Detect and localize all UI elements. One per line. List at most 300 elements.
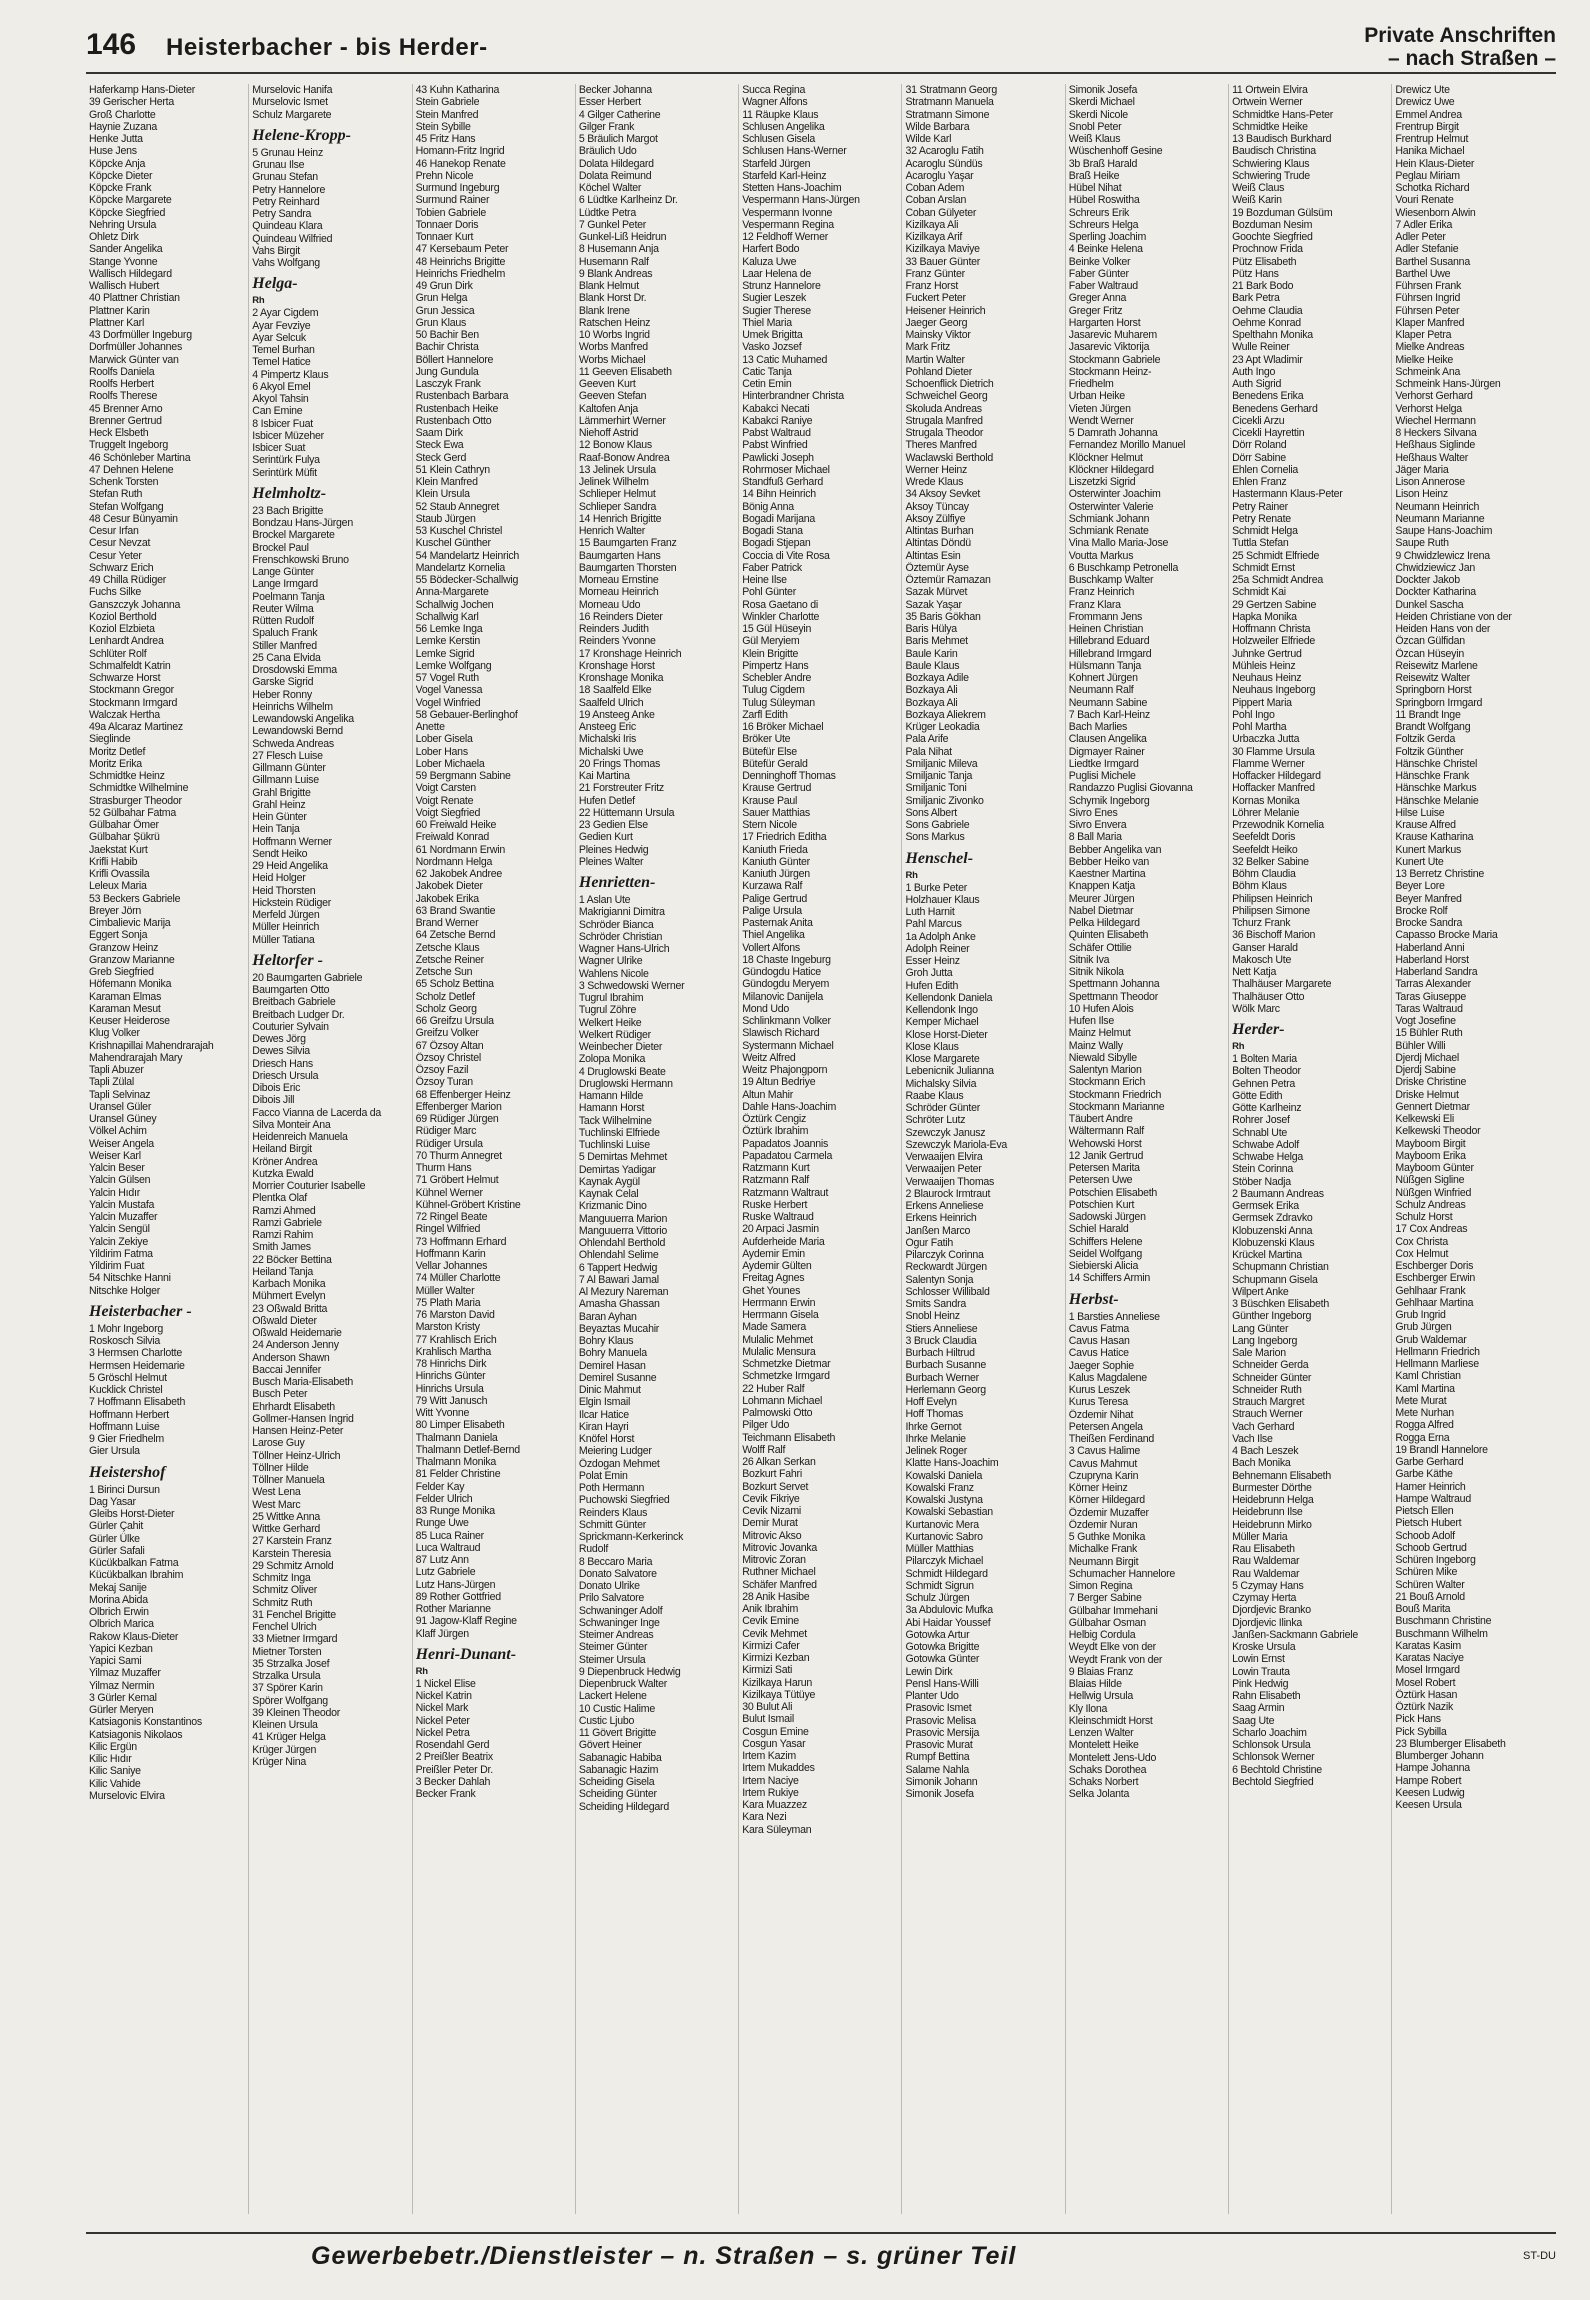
resident-entry: Buschmann Wilhelm [1395, 1627, 1488, 1640]
resident-entry: Lutz Gabriele [415, 1566, 476, 1579]
resident-entry: Steck Ewa [415, 439, 464, 452]
resident-entry: 5 Bräulich Margot [578, 133, 658, 145]
resident-entry: Schröder Bianca [578, 918, 654, 931]
resident-entry: Schlüter Rolf [89, 647, 147, 660]
resident-entry: Vasko Jozsef [742, 341, 802, 354]
resident-entry: Yalcin Hıdır [89, 1186, 140, 1199]
resident-entry: 7 Gunkel Peter [578, 218, 647, 231]
resident-entry: Busch Maria-Elisabeth [252, 1376, 354, 1388]
resident-entry: Krause Gertrud [742, 782, 812, 795]
resident-entry: 57 Vogel Ruth [415, 672, 479, 684]
resident-entry: Grun Helga [415, 292, 468, 305]
resident-entry: Pala Arife [905, 733, 949, 746]
resident-entry: Baudisch Christina [1232, 145, 1316, 158]
resident-entry: Schiffers Helene [1068, 1235, 1143, 1248]
resident-entry: Kutzka Ewald [252, 1167, 314, 1180]
resident-entry: Tuchlinski Elfriede [578, 1126, 660, 1139]
resident-entry: Franz Günter [905, 267, 965, 280]
resident-entry: Serintürk Fulya [252, 454, 320, 467]
resident-entry: Theißen Ferdinand [1068, 1433, 1155, 1445]
resident-entry: Knöfel Horst [578, 1433, 635, 1445]
resident-entry: Petry Reinhard [252, 195, 320, 208]
resident-entry: Köpcke Dieter [89, 169, 153, 182]
resident-entry: Temel Burhan [252, 344, 315, 356]
street-subheading: Rh [1232, 1041, 1245, 1052]
resident-entry: Verwaaijen Elvira [905, 1151, 983, 1163]
resident-entry: Wagner Ulrike [578, 955, 643, 968]
resident-entry: Ogur Fatih [905, 1236, 954, 1249]
resident-entry: Heinen Christian [1068, 623, 1144, 635]
resident-entry: 53 Beckers Gabriele [89, 892, 181, 905]
resident-entry: Heinrichs Wilhelm [252, 700, 333, 713]
resident-entry: Tapli Abuzer [89, 1064, 144, 1076]
resident-entry: Manguuerra Marion [578, 1212, 668, 1225]
street-heading: Heltorfer - [252, 951, 323, 969]
resident-entry: Wilpert Anke [1232, 1285, 1289, 1298]
resident-entry: Bach Marlies [1068, 721, 1128, 733]
resident-entry: Steimer Günter [578, 1641, 648, 1654]
resident-entry: Schmidt Ernst [1232, 561, 1295, 574]
resident-entry: Burmester Dörthe [1232, 1481, 1312, 1494]
resident-entry: Schupmann Christian [1232, 1261, 1329, 1274]
resident-entry: 1 Aslan Ute [578, 894, 631, 906]
resident-entry: Vina Mallo Maria-Jose [1068, 537, 1169, 550]
resident-entry: Kaniuth Frieda [742, 843, 808, 856]
resident-entry: Yilmaz Nermin [89, 1679, 155, 1692]
resident-entry: Breitbach Gabriele [252, 996, 336, 1009]
resident-entry: Morneau Udo [578, 598, 641, 611]
resident-entry: Kaynak Aygül [578, 1175, 640, 1188]
resident-entry: Kröner Andrea [252, 1155, 318, 1168]
resident-entry: Stockmann Gabriele [1068, 353, 1161, 366]
resident-entry: Heidebrunn Mirko [1232, 1518, 1312, 1531]
resident-entry: Walczak Hertha [89, 708, 160, 721]
resident-entry: Cox Helmut [1395, 1247, 1449, 1260]
resident-entry: Schmidtke Heinz [89, 770, 165, 782]
resident-entry: Szewczyk Janusz [905, 1126, 986, 1139]
resident-entry: Öztemür Ramazan [905, 574, 991, 586]
resident-entry: Saag Ute [1232, 1714, 1275, 1727]
resident-entry: 49 Grun Dirk [415, 280, 473, 292]
resident-entry: Cox Christa [1395, 1235, 1448, 1248]
resident-entry: Marwick Günter van [89, 353, 179, 366]
resident-entry: Hoffmann Werner [252, 835, 332, 848]
resident-entry: Morina Abida [89, 1593, 148, 1606]
resident-entry: Murselovic Hanifa [252, 84, 333, 96]
resident-entry: Gürler Çahit [89, 1520, 144, 1533]
resident-entry: Stockmann Gregor [89, 684, 174, 697]
resident-entry: 62 Jakobek Andree [415, 868, 503, 880]
resident-entry: Poelmann Tanja [252, 590, 325, 603]
resident-entry: Gennert Dietmar [1395, 1100, 1470, 1113]
resident-entry: Diepenbruck Walter [578, 1678, 668, 1690]
resident-entry: Hapka Monika [1232, 610, 1297, 623]
resident-entry: Acaroglu Sündüs [905, 157, 983, 170]
resident-entry: Ghet Younes [742, 1284, 801, 1297]
resident-entry: Becker Johanna [578, 84, 652, 96]
resident-entry: Weitz Alfred [742, 1051, 796, 1064]
resident-entry: 29 Heid Angelika [252, 860, 328, 872]
resident-entry: Starfeld Karl-Heinz [742, 169, 827, 182]
resident-entry: Greger Fritz [1068, 304, 1123, 317]
resident-entry: Kleinen Ursula [252, 1719, 318, 1731]
resident-entry: Reckwardt Jürgen [905, 1261, 987, 1274]
resident-entry: Ratzmann Waltraut [742, 1186, 829, 1199]
resident-entry: Schnabl Ute [1232, 1126, 1288, 1139]
resident-entry: Wallisch Hubert [89, 280, 160, 292]
resident-entry: Höfemann Monika [89, 978, 172, 991]
resident-entry: Osterwinter Valerie [1068, 500, 1154, 513]
resident-entry: Catic Tanja [742, 365, 792, 378]
resident-entry: Schupmann Gisela [1232, 1273, 1318, 1286]
resident-entry: Gotowka Brigitte [905, 1641, 980, 1653]
resident-entry: Brandt Wolfgang [1395, 721, 1471, 733]
resident-entry: 19 Brandl Hannelore [1395, 1443, 1488, 1456]
resident-entry: Gülbahar Immehani [1068, 1604, 1158, 1617]
resident-entry: Rogga Erna [1395, 1431, 1450, 1444]
resident-entry: 73 Hoffmann Erhard [415, 1235, 507, 1248]
resident-entry: Pohl Ingo [1232, 708, 1275, 721]
street-heading: Helmholtz- [252, 484, 327, 502]
resident-entry: Irtem Kazim [742, 1750, 796, 1762]
resident-entry: Laar Helena de [742, 267, 812, 280]
resident-entry: Grun Jessica [415, 304, 475, 317]
resident-entry: Uransel Güney [89, 1113, 157, 1125]
resident-entry: 52 Staub Annegret [415, 500, 500, 513]
resident-entry: Salame Nahla [905, 1763, 970, 1776]
resident-entry: Simonik Josefa [1068, 84, 1138, 96]
resident-entry: Thalmann Detlef-Bernd [415, 1443, 520, 1456]
resident-entry: Pabst Waltraud [742, 427, 811, 439]
resident-entry: Snobl Peter [1068, 120, 1122, 133]
resident-entry: Kizilkaya Tütüye [742, 1688, 816, 1701]
resident-entry: Schneider Günter [1232, 1371, 1312, 1384]
resident-entry: 30 Flamme Ursula [1232, 745, 1315, 758]
resident-entry: 6 Tappert Hedwig [578, 1261, 658, 1274]
resident-entry: Schmidtke Wilhelmine [89, 782, 189, 795]
resident-entry: Oßwald Heidemarie [252, 1327, 342, 1339]
resident-entry: Tarras Alexander [1395, 978, 1471, 991]
section-title [1364, 24, 1556, 70]
resident-entry: Herlemann Georg [905, 1383, 986, 1396]
resident-entry: Plattner Karin [89, 304, 150, 317]
resident-entry: Sendt Heiko [252, 847, 308, 860]
resident-entry: Lewandowski Bernd [252, 725, 343, 738]
resident-entry: Coban Adem [905, 182, 965, 194]
resident-entry: 76 Marston David [415, 1309, 495, 1321]
resident-entry: Führsen Peter [1395, 304, 1460, 317]
resident-entry: Klaff Jürgen [415, 1627, 469, 1640]
resident-entry: Lison Annerose [1395, 476, 1465, 488]
resident-entry: 2 Baumann Andreas [1232, 1187, 1324, 1200]
resident-entry: 17 Cox Andreas [1395, 1223, 1468, 1236]
resident-entry: Hickstein Rüdiger [252, 896, 332, 909]
resident-entry: 23 Blumberger Elisabeth [1395, 1737, 1506, 1750]
resident-entry: Töllner Hilde [252, 1461, 309, 1474]
resident-entry: Pasternak Anita [742, 917, 813, 929]
resident-entry: Führsen Ingrid [1395, 292, 1461, 305]
resident-entry: Barthel Uwe [1395, 267, 1451, 280]
resident-entry: 21 Bark Bodo [1232, 280, 1294, 292]
resident-entry: Koziol Berthold [89, 610, 157, 623]
resident-entry: Djordjevic Ilinka [1232, 1616, 1303, 1629]
resident-entry: 49a Alcaraz Martinez [89, 721, 183, 733]
resident-entry: 5 Damrath Johanna [1068, 427, 1158, 439]
resident-entry: Krifli Habib [89, 855, 138, 868]
resident-entry: Bebber Heiko van [1068, 855, 1149, 868]
resident-entry: Wüschenhoff Gesine [1068, 145, 1163, 158]
resident-entry: Yildirim Fatma [89, 1247, 153, 1260]
resident-entry: Foltzik Gerda [1395, 733, 1456, 746]
resident-entry: 13 Berretz Christine [1395, 868, 1484, 880]
resident-entry: Leleux Maria [89, 880, 147, 893]
resident-entry: Kirmizi Sati [742, 1664, 793, 1677]
resident-entry: Stein Sybille [415, 120, 471, 133]
resident-entry: Hampe Johanna [1395, 1762, 1470, 1775]
resident-entry: Hübel Nihat [1068, 182, 1122, 194]
resident-entry: Müller Walter [415, 1284, 475, 1297]
resident-entry: Nickel Petra [415, 1726, 470, 1739]
resident-entry: Hoffmann Luise [89, 1420, 160, 1433]
resident-entry: Ehlen Franz [1232, 476, 1287, 488]
resident-entry: 7 Adler Erika [1395, 218, 1453, 231]
resident-entry: Schenk Torsten [89, 476, 159, 488]
resident-entry: Krause Katharina [1395, 831, 1474, 844]
resident-entry: Schebler Andre [742, 672, 812, 684]
resident-entry: Brenner Gertrud [89, 414, 162, 427]
resident-entry: 81 Felder Christine [415, 1468, 501, 1481]
resident-entry: Franz Heinrich [1068, 586, 1135, 599]
resident-entry: Schwiering Trude [1232, 169, 1310, 182]
resident-entry: Brand Werner [415, 917, 479, 929]
resident-entry: 46 Schönleber Martina [89, 451, 191, 464]
resident-entry: Cosgun Emine [742, 1725, 809, 1738]
resident-entry: Czymay Herta [1232, 1592, 1297, 1604]
resident-entry: Janßen-Sackmann Gabriele [1232, 1628, 1358, 1641]
resident-entry: Theres Manfred [905, 439, 977, 452]
resident-entry: 20 Arpaci Jasmin [742, 1223, 819, 1236]
resident-entry: 58 Gebauer-Berlinghof [415, 708, 518, 721]
resident-entry: Schallwig Jochen [415, 598, 494, 611]
resident-entry: Demir Murat [742, 1517, 798, 1530]
resident-entry: 20 Baumgarten Gabriele [252, 971, 363, 984]
resident-entry: Özcan Hüseyin [1395, 647, 1464, 660]
resident-entry: Krifli Ovassila [89, 868, 150, 880]
resident-entry: Mühmert Evelyn [252, 1290, 326, 1303]
resident-entry: Demirel Hasan [578, 1359, 646, 1372]
resident-entry: Kurtanovic Mera [905, 1518, 979, 1531]
resident-entry: Lober Hans [415, 745, 468, 758]
resident-entry: Dibois Jill [252, 1094, 295, 1107]
resident-entry: Ehlen Cornelia [1232, 463, 1299, 476]
resident-entry: Schäfer Ottilie [1068, 941, 1132, 954]
resident-entry: 21 Bouß Arnold [1395, 1590, 1465, 1603]
resident-entry: Sabanagic Hazim [578, 1763, 659, 1776]
resident-entry: Heidebrunn Helga [1232, 1494, 1314, 1506]
resident-entry: Effenberger Marion [415, 1100, 502, 1113]
resident-entry: 41 Krüger Helga [252, 1731, 326, 1744]
resident-entry: Ganszczyk Johanna [89, 598, 181, 611]
resident-entry: Mosel Irmgard [1395, 1664, 1460, 1677]
resident-entry: 4 Gilger Catherine [578, 108, 661, 121]
resident-entry: 2 Ayar Cigdem [252, 307, 319, 320]
page-footer [86, 2232, 1556, 2278]
resident-entry: Klein Ursula [415, 488, 470, 501]
resident-entry: Schmetzke Irmgard [742, 1370, 830, 1383]
resident-entry: Welkert Heike [578, 1016, 642, 1029]
resident-entry: Steck Gerd [415, 451, 467, 464]
resident-entry: Larose Guy [252, 1437, 305, 1450]
resident-entry: 17 Kronshage Heinrich [578, 647, 682, 660]
resident-entry: 1 Bolten Maria [1232, 1053, 1297, 1065]
resident-entry: 15 Baumgarten Franz [578, 537, 677, 550]
resident-entry: Auth Ingo [1232, 365, 1276, 378]
resident-entry: Olbrich Marica [89, 1618, 154, 1631]
resident-entry: Randazzo Puglisi Giovanna [1068, 782, 1193, 795]
resident-entry: Karstein Theresia [252, 1547, 331, 1560]
resident-entry: Kelkewski Eli [1395, 1113, 1454, 1125]
resident-entry: Kirmizi Cafer [742, 1639, 800, 1652]
resident-entry: Öztürk Cengiz [742, 1113, 807, 1125]
resident-entry: Rustenbach Heike [415, 402, 499, 415]
resident-entry: Driesch Ursula [252, 1069, 319, 1082]
resident-entry: Schwarz Erich [89, 561, 154, 574]
resident-entry: Behnemann Elisabeth [1232, 1469, 1331, 1482]
resident-entry: Morrier Couturier Isabelle [252, 1180, 366, 1192]
resident-entry: Scheiding Hildegard [578, 1800, 669, 1813]
resident-entry: Haberland Horst [1395, 953, 1469, 966]
resident-entry: Zolopa Monika [578, 1053, 646, 1066]
resident-entry: Yalcin Sengül [89, 1223, 150, 1236]
resident-entry: Hanika Michael [1395, 145, 1465, 158]
resident-entry: Ratzmann Ralf [742, 1174, 810, 1187]
resident-entry: Bozkaya Adile [905, 672, 969, 684]
resident-entry: 1 Nickel Elise [415, 1677, 476, 1690]
resident-entry: Schwabe Helga [1232, 1151, 1304, 1163]
resident-entry: Knappen Katja [1068, 880, 1136, 893]
resident-entry: Ortwein Werner [1232, 96, 1303, 109]
resident-entry: Kohnert Jürgen [1068, 672, 1138, 684]
resident-entry: Dewes Jörg [252, 1033, 306, 1045]
resident-entry: Klose Margarete [905, 1053, 980, 1065]
resident-entry: Moritz Detlef [89, 745, 146, 758]
resident-entry: Hamer Heinrich [1395, 1480, 1466, 1493]
resident-entry: Braß Heike [1068, 169, 1120, 182]
resident-entry: 48 Cesur Bünyamin [89, 512, 178, 525]
resident-entry: Blank Helmut [578, 280, 639, 292]
resident-entry: Pilarczyk Corinna [905, 1249, 984, 1261]
resident-entry: 22 Hüttemann Ursula [578, 806, 675, 819]
resident-entry: Lackert Helene [578, 1690, 647, 1703]
resident-entry: Wältermann Ralf [1068, 1125, 1144, 1138]
resident-entry: 43 Kuhn Katharina [415, 84, 500, 96]
resident-entry: Uransel Güler [89, 1100, 152, 1113]
resident-entry: Merfeld Jürgen [252, 909, 320, 921]
resident-entry: Schüren Mike [1395, 1566, 1458, 1579]
resident-entry: Aydemir Emin [742, 1247, 805, 1260]
resident-entry: Klobuzenski Klaus [1232, 1236, 1315, 1249]
resident-entry: Mete Murat [1395, 1394, 1447, 1407]
resident-entry: Wiechel Hermann [1395, 414, 1476, 427]
resident-entry: Prasovic Murat [905, 1739, 973, 1751]
resident-entry: Palige Gertrud [742, 892, 807, 905]
resident-entry: Mielke Andreas [1395, 341, 1465, 354]
resident-entry: Chwidziewicz Jan [1395, 561, 1475, 574]
resident-entry: Sieglinde [89, 733, 131, 746]
resident-entry: Pohl Martha [1232, 721, 1287, 733]
resident-entry: Jaeger Georg [905, 316, 968, 329]
resident-entry: Herrmann Erwin [742, 1296, 816, 1309]
resident-entry: Yalcin Muzaffer [89, 1211, 158, 1223]
resident-entry: Krüger Jürgen [252, 1743, 317, 1756]
resident-entry: Strugala Theodor [905, 427, 984, 439]
resident-entry: Kiran Hayri [578, 1420, 629, 1433]
resident-entry: Körner Heinz [1068, 1482, 1128, 1494]
resident-entry: 22 Böcker Bettina [252, 1253, 332, 1266]
resident-entry: Kizilkaya Maviye [905, 243, 980, 256]
resident-entry: Schlonsok Werner [1232, 1751, 1315, 1764]
resident-entry: Töllner Manuela [252, 1474, 325, 1486]
resident-entry: Hargarten Horst [1068, 316, 1141, 329]
resident-entry: Kabakci Necati [742, 402, 810, 415]
resident-entry: Irtem Rukiye [742, 1786, 799, 1799]
resident-entry: Lang Ingeborg [1232, 1334, 1298, 1347]
resident-entry: Kaml Martina [1395, 1382, 1455, 1395]
resident-entry: Karatas Naciye [1395, 1652, 1464, 1664]
resident-entry: Lutz Hans-Jürgen [415, 1578, 496, 1591]
resident-entry: Gedien Kurt [578, 831, 633, 844]
resident-entry: Schwaninger Adolf [578, 1604, 663, 1617]
resident-entry: Temel Hatice [252, 356, 311, 369]
resident-entry: Jakobek Erika [415, 892, 479, 905]
resident-entry: Jaekstat Kurt [89, 843, 148, 856]
resident-entry: Schmidt Helga [1232, 525, 1298, 537]
resident-entry: Saalfeld Ulrich [578, 696, 644, 709]
resident-entry: Sons Gabriele [905, 819, 970, 831]
resident-entry: Schulz Jürgen [905, 1592, 970, 1604]
resident-entry: Lewandowski Angelika [252, 713, 354, 725]
resident-entry: Bozkurt Servet [742, 1480, 809, 1493]
resident-entry: Benedens Erika [1232, 390, 1304, 403]
resident-entry: 47 Dehnen Helene [89, 463, 174, 476]
resident-entry: Wagner Alfons [742, 96, 808, 109]
resident-entry: Heber Ronny [252, 688, 312, 701]
resident-entry: Gül Meryiem [742, 635, 800, 648]
resident-entry: Yalcin Mustafa [89, 1198, 155, 1211]
resident-entry: Hoffmann Karin [415, 1247, 486, 1260]
resident-entry: Gündogdu Hatice [742, 966, 821, 978]
resident-entry: Gehlhaar Martina [1395, 1296, 1474, 1309]
resident-entry: Urban Heike [1068, 390, 1125, 403]
resident-entry: Anderson Shawn [252, 1351, 330, 1364]
street-heading: Heisterbacher - [89, 1302, 192, 1320]
resident-entry: Bogadi Marijana [742, 512, 815, 525]
resident-entry: Stratmann Simone [905, 108, 990, 121]
resident-entry: Runge Uwe [415, 1517, 469, 1530]
resident-entry: 89 Rother Gottfried [415, 1590, 501, 1603]
resident-entry: Kilic Saniye [89, 1765, 141, 1778]
resident-entry: Hamann Horst [578, 1102, 645, 1115]
resident-entry: Pick Hans [1395, 1713, 1441, 1726]
resident-entry: 27 Karstein Franz [252, 1535, 332, 1548]
resident-entry: Skerdi Michael [1068, 96, 1135, 109]
resident-entry: Meurer Jürgen [1068, 892, 1135, 905]
resident-entry: 26 Alkan Serkan [742, 1456, 816, 1468]
resident-entry: Grunau Stefan [252, 171, 318, 184]
resident-entry: Cevik Nizami [742, 1505, 801, 1517]
resident-entry: Sivro Enes [1068, 806, 1118, 819]
resident-entry: Puglisi Michele [1068, 770, 1136, 782]
